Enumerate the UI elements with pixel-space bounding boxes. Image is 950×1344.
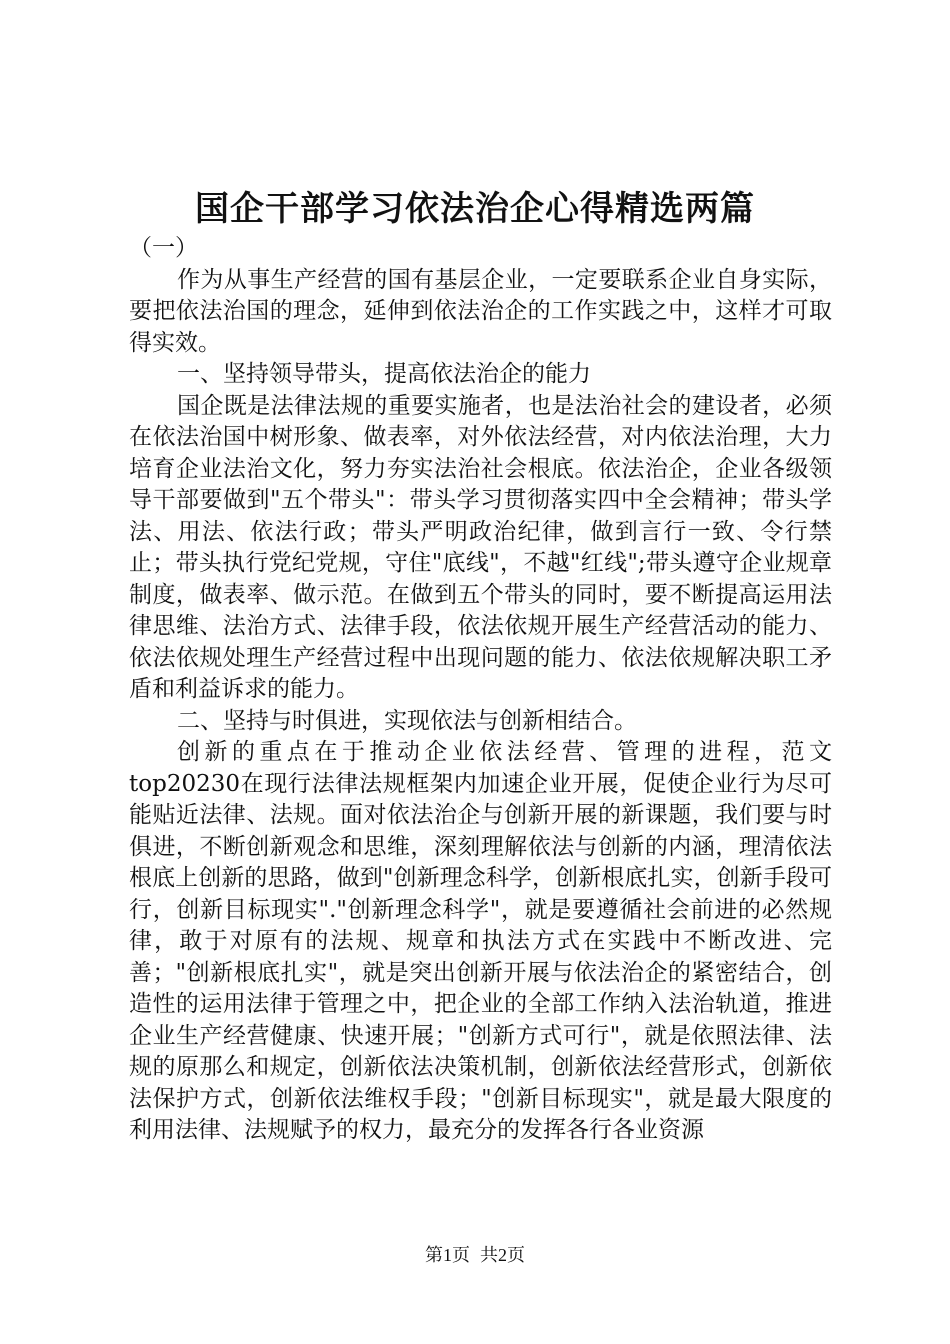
heading-section-2: 二、坚持与时俱进，实现依法与创新相结合。 xyxy=(177,707,637,734)
paragraph-section-1: 国企既是法律法规的重要实施者，也是法治社会的建设者，必须在依法治国中树形象、做表率，对外依法经营，对内依法治理，大力培育企业法治文化，努力夯实法治社会根底。依法治企，企业各级领导干部要做到"五个带头"：带头学习贯彻落实四中全会精神；带头学法、用法、依法行政；带头严明政治纪律，做到言行一致、令行禁止；带头执行党纪党规，守住"底线"，不越"红线";带头遵守企业规章制度，做表率、做示范。在做到五个带头的同时，要不断提高运用法律思维、法治方式、法律手段，依法依规开展生产经营活动的能力、依法依规处理生产经营过程中出现问题的能力、依法依规解决职工矛盾和利益诉求的能力。 xyxy=(129,392,832,702)
document-body xyxy=(129,233,832,1147)
heading-section-1: 一、坚持领导带头，提高依法治企的能力 xyxy=(177,361,591,387)
page-footer xyxy=(0,1243,950,1267)
page-total: 共2页 xyxy=(480,1245,525,1265)
page-number: 第1页 xyxy=(425,1245,470,1265)
paragraph-section-2: 创新的重点在于推动企业依法经营、管理的进程，范文top20230在现行法律法规框架内加速企业开展，促使企业行为尽可能贴近法律、法规。面对依法治企与创新开展的新课题，我们要与时俱进，不断创新观念和思维，深刻理解依法与创新的内涵，理清依法根底上创新的思路，做到"创新理念科学，创新根底扎实，创新手段可行，创新目标现实"."创新理念科学"，就是要遵循社会前进的必然规律，敢于对原有的法规、规章和执法方式在实践中不断改进、完善；"创新根底扎实"，就是突出创新开展与依法治企的紧密结合，创造性的运用法律于管理之中，把企业的全部工作纳入法治轨道，推进企业生产经营健康、快速开展；"创新方式可行"，就是依照法律、法规的原那么和规定，创新依法决策机制，创新依法经营形式，创新依法保护方式，创新依法维权手段；"创新目标现实"，就是最大限度的利用法律、法规赋予的权力，最充分的发挥各行各业资源 xyxy=(129,739,832,1143)
document-title: 国企干部学习依法治企心得精选两篇 xyxy=(195,189,755,229)
paragraph-intro: 作为从事生产经营的国有基层企业，一定要联系企业自身实际，要把依法治国的理念，延伸到依法治企的工作实践之中，这样才可取得实效。 xyxy=(129,266,832,356)
section-label: （一） xyxy=(129,235,198,261)
